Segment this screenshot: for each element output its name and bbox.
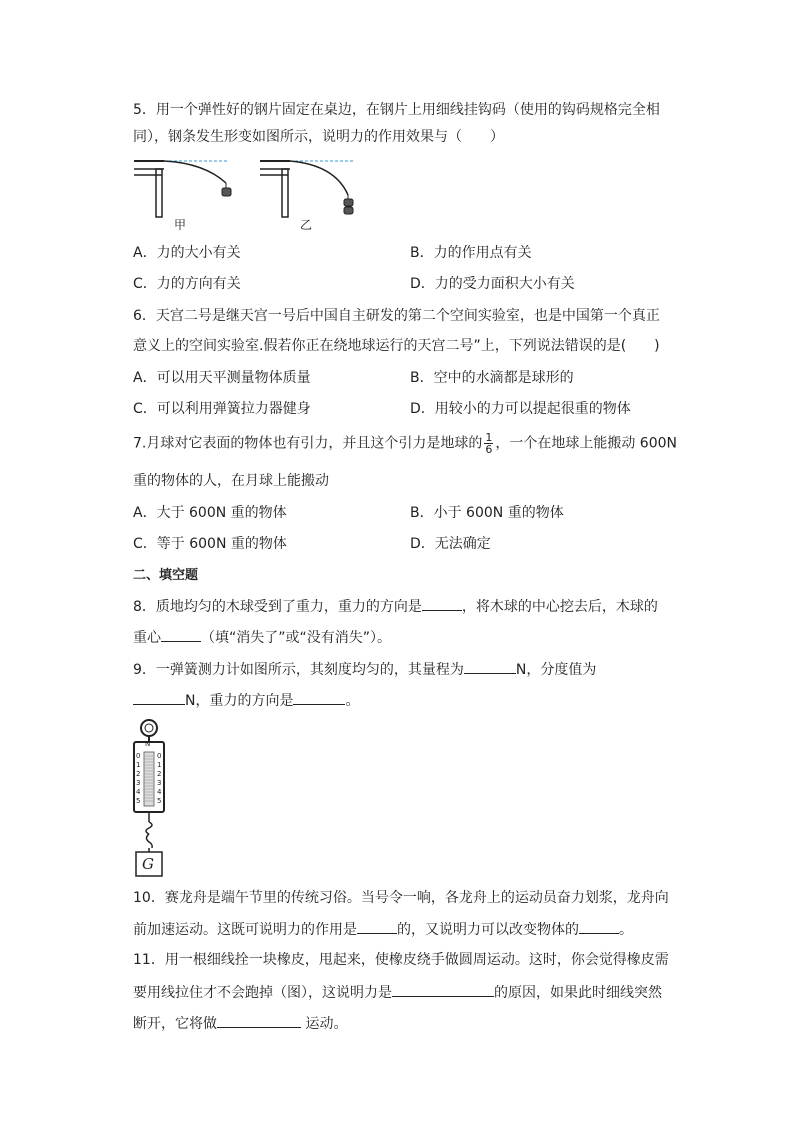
spring-scale-unit: N [145,740,151,748]
q8-line1 [133,596,658,617]
spring-scale-left-labels [136,752,140,806]
weight-label: G [142,855,154,873]
q9-line1 [133,659,596,680]
q8-line1-a: 8．质地均匀的木球受到了重力，重力的方向是 [133,599,422,615]
scale-tick-label: 0 [157,752,162,760]
q10-answer-blank-2[interactable] [579,919,619,934]
q8-line1-b: ，将木球的中心挖去后，木球的 [461,599,658,615]
q7-option-c: C．等于 600N 重的物体 [133,536,287,552]
q8-answer-blank-2[interactable] [161,627,201,642]
q10-line2-c: 。 [619,922,633,938]
q9-answer-blank-direction[interactable] [293,690,345,705]
q5-option-a: A．力的大小有关 [133,245,241,261]
q9-line2 [133,690,359,711]
q11-line2 [133,982,662,1003]
q6-option-b: B．空中的水滴都是球形的 [410,370,574,386]
q5-line1: 5．用一个弹性好的钢片固定在桌边，在钢片上用细线挂钩码（使用的钩码规格完全相 [133,102,660,118]
q10-line2 [133,919,633,940]
q11-answer-blank-2[interactable] [217,1013,301,1028]
q6-line1: 6．天宫二号是继天宫一号后中国自主研发的第二个空间实验室，也是中国第一个真正 [133,308,660,324]
q7-fraction [484,432,493,455]
q9-line2-b: 。 [345,693,360,709]
q7-fraction-denominator: 6 [485,443,493,456]
q11-line1: 11．用一根细线拴一块橡皮，甩起来，使橡皮绕手做圆周运动。这时，你会觉得橡皮需 [133,952,669,968]
scale-tick-label: 2 [157,770,162,778]
scale-tick-label: 5 [157,797,162,805]
q11-line3-a: 断开，它将做 [133,1016,217,1032]
q9-line1-a: 9．一弹簧测力计如图所示，其刻度均匀的，其量程为 [133,662,464,678]
q5-option-b: B．力的作用点有关 [410,245,532,261]
scale-tick-label: 3 [157,779,162,787]
q8-answer-blank-1[interactable] [422,596,462,611]
q8-line2-a: 重心 [133,630,161,646]
q7-option-a: A．大于 600N 重的物体 [133,505,287,521]
scale-tick-label: 1 [157,761,162,769]
q9-line2-a: N，重力的方向是 [185,693,294,709]
scale-tick-label: 3 [136,779,141,787]
q9-answer-blank-range[interactable] [464,659,516,674]
q6-option-d: D．用较小的力可以提起很重的物体 [410,401,631,417]
q10-answer-blank-1[interactable] [357,919,397,934]
q5-figure-left-label: 甲 [174,218,187,232]
q11-line2-a: 要用线拉住才不会跑掉（图），这说明力是 [133,985,392,1001]
q7-line1-pre: 7.月球对它表面的物体也有引力，并且这个引力是地球的 [133,435,483,452]
scale-tick-label: 4 [136,788,141,796]
q5-line2: 同），钢条发生形变如图所示，说明力的作用效果与（ ） [133,129,504,145]
q8-line2-b: （填“消失了”或“没有消失”）。 [201,630,392,646]
q11-line2-b: 的原因，如果此时细线突然 [494,985,662,1001]
q7-line1-post: ，一个在地球上能搬动 600N [495,435,678,452]
q5-figure-right-label: 乙 [300,218,313,232]
scale-tick-label: 5 [136,797,141,805]
section-heading: 二、填空题 [133,568,199,583]
scale-tick-label: 1 [136,761,141,769]
q7-line2: 重的物体的人，在月球上能搬动 [133,473,329,489]
spring-scale-right-labels [157,752,161,806]
q7-option-d: D．无法确定 [410,536,491,552]
q11-line3 [133,1013,347,1034]
q7-fraction-numerator: 1 [485,431,493,444]
q10-line2-b: 的，又说明力可以改变物体的 [397,922,579,938]
q6-option-a: A．可以用天平测量物体质量 [133,370,311,386]
q11-answer-blank-1[interactable] [392,982,494,997]
q9-line1-b: N，分度值为 [515,662,597,678]
q11-line3-b: 运动。 [301,1016,348,1032]
scale-tick-label: 4 [157,788,162,796]
q9-answer-blank-division[interactable] [133,690,185,705]
q10-line1: 10．赛龙舟是端午节里的传统习俗。当号令一响，各龙舟上的运动员奋力划浆，龙舟向 [133,890,669,906]
q5-option-d: D．力的受力面积大小有关 [410,276,575,292]
q10-line2-a: 前加速运动。这既可说明力的作用是 [133,922,357,938]
q6-line2: 意义上的空间实验室.假若你正在绕地球运行的天宫二号”上，下列说法错误的是( ) [133,338,660,354]
q6-option-c: C．可以利用弹簧拉力器健身 [133,401,311,417]
q5-option-c: C．力的方向有关 [133,276,241,292]
q8-line2 [133,627,391,648]
scale-tick-label: 2 [136,770,141,778]
q7-line1 [133,432,677,455]
scale-tick-label: 0 [136,752,141,760]
q7-option-b: B．小于 600N 重的物体 [410,505,564,521]
